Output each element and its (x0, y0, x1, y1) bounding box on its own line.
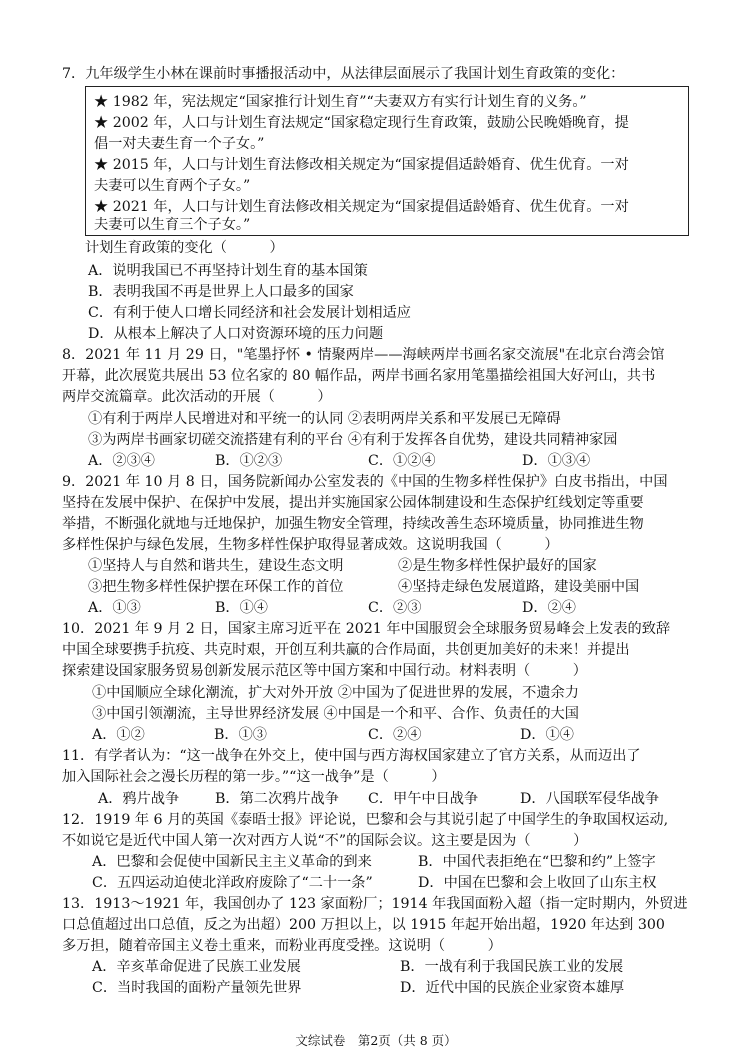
q7-box-line: ★ 2015 年，人口与计划生育法修改相关规定为“国家提倡适龄婚育、优生优育。一对 (94, 157, 629, 173)
q10-option-a: A．①② (92, 727, 145, 743)
q8-stem-line: 8．2021 年 11 月 29 日，"笔墨抒怀 • 情聚两岸——海峡两岸书画名家交流展"在北京台湾会馆 (62, 347, 665, 363)
q9-item-row (0, 577, 752, 597)
q9-option-a: A．①③ (88, 600, 141, 616)
q9-item-2: ②是生物多样性保护最好的国家 (398, 558, 597, 574)
q9-item-3: ③把生物多样性保护摆在环保工作的首位 (88, 579, 344, 595)
q7-box-line: ★ 2002 年，人口与计划生育法规定“国家稳定现行生育政策，鼓励公民晚婚晚育，提 (94, 115, 629, 131)
q7-option-a: A．说明我国已不再坚持计划生育的基本国策 (88, 263, 368, 279)
q11-option-c: C．甲午中日战争 (368, 791, 479, 807)
q7-policy-box (85, 86, 689, 236)
q10-item-line: ①中国顺应全球化潮流，扩大对外开放 ②中国为了促进世界的发展，不遗余力 (92, 685, 579, 701)
q10-stem-line: 探索建设国家服务贸易创新发展示范区等中国方案和中国行动。材料表明（ ） (62, 663, 587, 679)
q9-options (0, 598, 752, 618)
q10-item-line: ③中国引领潮流，主导世界经济发展 ④中国是一个和平、合作、负责任的大国 (92, 706, 579, 722)
q13-option-a: A．辛亥革命促进了民族工业发展 (92, 959, 301, 975)
q9-stem-line: 9．2021 年 10 月 8 日，国务院新闻办公室发表的《中国的生物多样性保护》白皮书指出，中国 (62, 474, 668, 490)
q9-item-4: ④坚持走绿色发展道路，建设美丽中国 (398, 579, 640, 595)
q12-option-b: B．中国代表拒绝在“巴黎和约”上签字 (418, 854, 656, 870)
q7-stem: 7．九年级学生小林在课前时事播报活动中，从法律层面展示了我国计划生育政策的变化： (62, 66, 625, 82)
q12-option-c: C．五四运动迫使北洋政府废除了“二十一条” (92, 875, 373, 891)
q8-item-line: ③为两岸书画家切磋交流搭建有利的平台 ④有利于发挥各自优势，建设共同精神家园 (88, 432, 618, 448)
q9-option-c: C．②③ (368, 600, 422, 616)
q12-option-row (0, 852, 752, 872)
q13-option-d: D．近代中国的民族企业家资本雄厚 (400, 980, 625, 996)
q8-item-line: ①有利于两岸人民增进对和平统一的认同 ②表明两岸关系和平发展已无障碍 (88, 411, 561, 427)
q13-stem-line: 口总值超过出口总值，反之为出超）200 万担以上，以 1915 年起开始出超，1920 年达到 300 (62, 917, 665, 933)
page-footer: 文综试卷 第2页（共 8 页） (295, 1033, 457, 1048)
q8-option-d: D．①③④ (522, 453, 591, 469)
q7-option-d: D．从根本上解决了人口对资源环境的压力问题 (88, 326, 384, 342)
q13-stem-line: 多万担，随着帝国主义卷土重来，而粉业再度受挫。这说明（ ） (62, 938, 502, 954)
q8-stem-line: 两岸交流篇章。此次活动的开展（ ） (62, 389, 332, 405)
q8-option-c: C．①②④ (368, 453, 436, 469)
q9-stem-line: 坚持在发展中保护、在保护中发展，提出并实施国家公园体制建设和生态保护红线划定等重要 (62, 495, 644, 511)
q11-option-a: A．鸦片战争 (98, 791, 180, 807)
q13-option-row (0, 978, 752, 998)
q8-stem-line: 开幕，此次展览共展出 53 位名家的 80 幅作品，两岸书画名家用笔墨描绘祖国大好河山，共书 (62, 368, 656, 384)
q13-stem-line: 13．1913～1921 年，我国创办了 123 家面粉厂；1914 年我国面粉入超（指一定时期内，外贸进 (62, 896, 688, 912)
q12-option-row (0, 873, 752, 893)
q7-box-line: 夫妻可以生育两个子女。” (94, 178, 251, 194)
q11-option-d: D．八国联军侵华战争 (520, 791, 660, 807)
q9-item-row (0, 556, 752, 576)
q8-option-a: A．②③④ (88, 453, 155, 469)
q12-option-a: A．巴黎和会促使中国新民主主义革命的到来 (92, 854, 372, 870)
q10-stem-line: 10．2021 年 9 月 2 日，国家主席习近平在 2021 年中国服贸会全球服务贸易峰会上发表的致辞 (62, 621, 671, 637)
q7-option-c: C．有利于使人口增长同经济和社会发展计划相适应 (88, 305, 411, 321)
q7-box-line: ★ 1982 年，宪法规定“国家推行计划生育”“夫妻双方有实行计划生育的义务。” (94, 94, 587, 110)
q10-option-d: D．①④ (520, 727, 574, 743)
q7-option-b: B．表明我国不再是世界上人口最多的国家 (88, 284, 354, 300)
q13-option-row (0, 957, 752, 977)
q10-option-c: C．②④ (368, 727, 422, 743)
q11-options (0, 789, 752, 809)
q9-stem-line: 多样性保护与绿色发展，生物多样性保护取得显著成效。这说明我国（ ） (62, 537, 559, 553)
q7-question: 计划生育政策的变化（ ） (85, 240, 284, 256)
q7-box-line: ★ 2021 年，人口与计划生育法修改相关规定为“国家提倡适龄婚育、优生优育。一对 (94, 199, 629, 215)
q12-stem-line: 不如说它是近代中国人第一次对西方人说“不”的国际会议。这主要是因为（ ） (62, 833, 588, 849)
q9-option-b: B．①④ (215, 600, 268, 616)
q13-option-c: C．当时我国的面粉产量领先世界 (92, 980, 302, 996)
q9-option-d: D．②④ (522, 600, 576, 616)
q11-option-b: B．第二次鸦片战争 (215, 791, 339, 807)
q11-stem-line: 加入国际社会之漫长历程的第一步。”“这一战争”是（ ） (62, 769, 446, 785)
q12-stem-line: 12．1919 年 6 月的英国《泰晤士报》评论说，巴黎和会与其说引起了中国学生的争取国权运动, (62, 812, 669, 828)
q8-option-b: B．①②③ (215, 453, 283, 469)
q8-options (0, 451, 752, 471)
q11-stem-line: 11．有学者认为：“这一战争在外交上，使中国与西方海权国家建立了官方关系，从而迈出了 (62, 748, 641, 764)
q13-option-b: B．一战有利于我国民族工业的发展 (400, 959, 624, 975)
q12-option-d: D．中国在巴黎和会上收回了山东主权 (418, 875, 657, 891)
q10-option-b: B．①③ (214, 727, 267, 743)
q9-item-1: ①坚持人与自然和谐共生，建设生态文明 (88, 558, 344, 574)
q10-options (0, 725, 752, 745)
q9-stem-line: 举措，不断强化就地与迁地保护，加强生物安全管理，持续改善生态环境质量，协同推进生物 (62, 516, 644, 532)
q7-box-line: 倡一对夫妻生育一个子女。” (94, 136, 265, 152)
q10-stem-line: 中国全球要携手抗疫、共克时艰，开创互利共赢的合作局面，共创更加美好的未来！并提出 (62, 642, 630, 658)
q7-box-line: 夫妻可以生育三个子女。” (94, 217, 251, 233)
